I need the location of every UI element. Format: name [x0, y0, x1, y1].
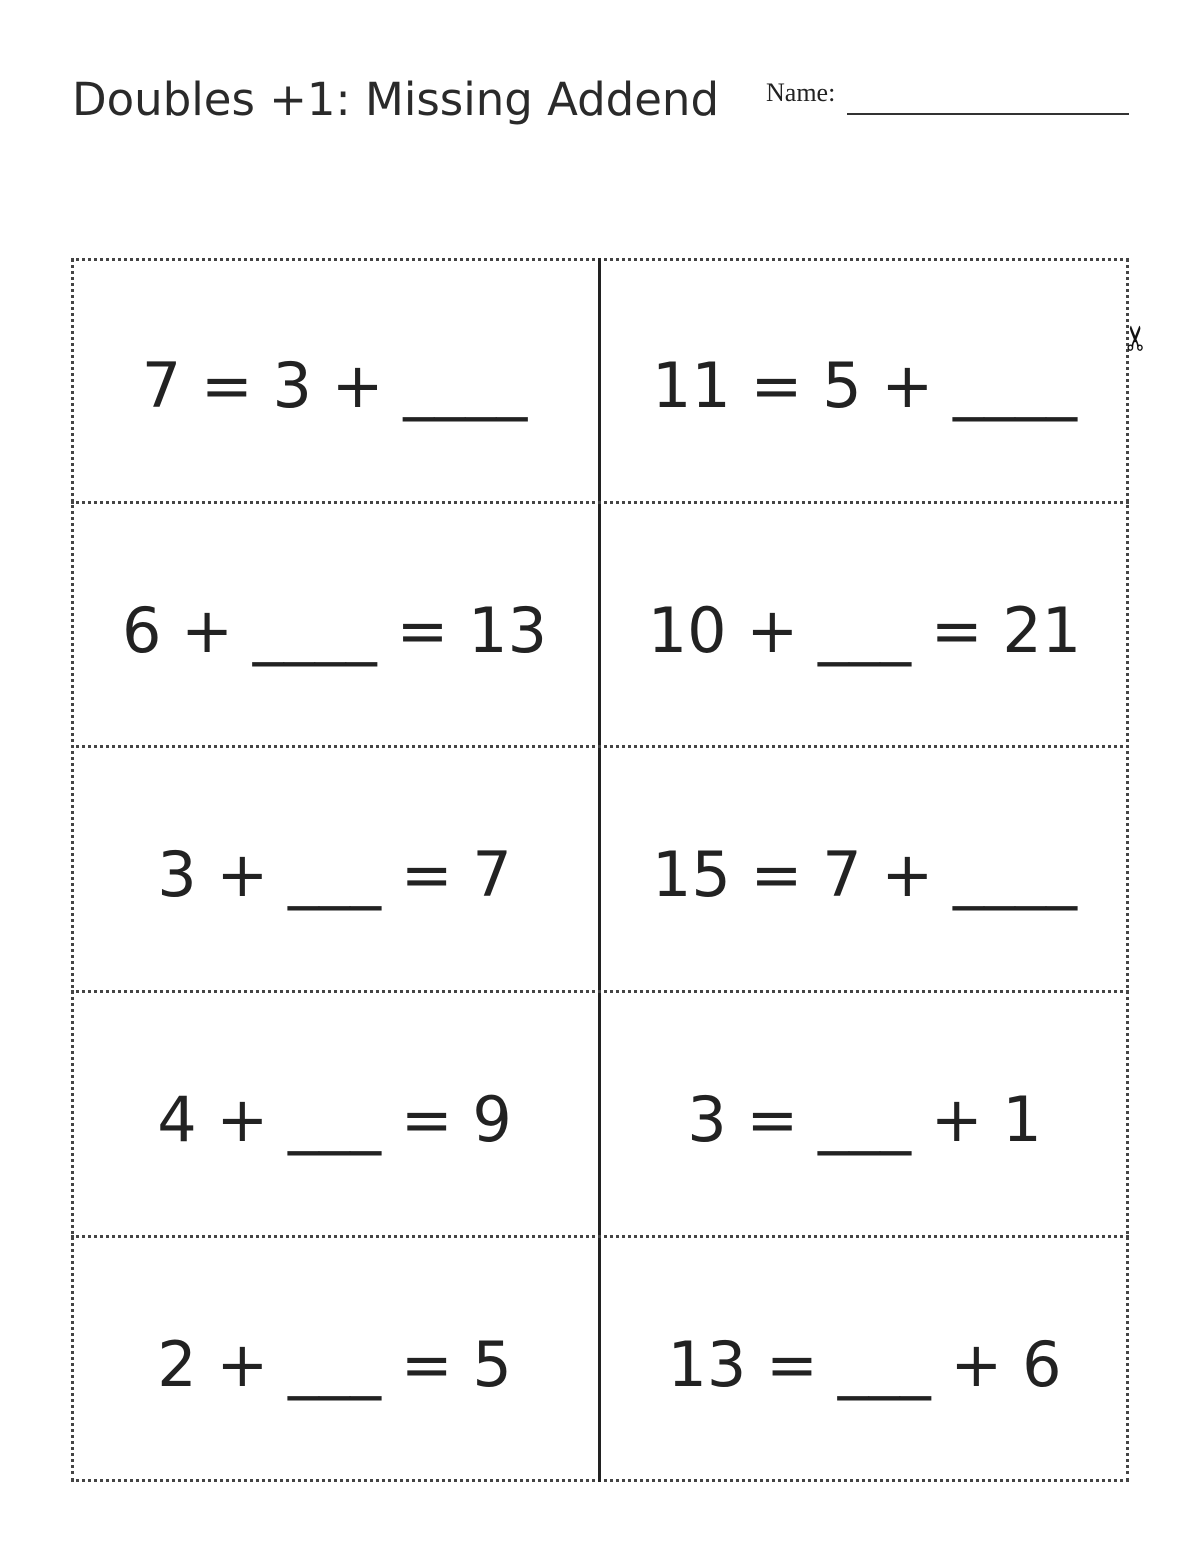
problem-cell: 2 + ___ = 5	[157, 1327, 512, 1401]
problem-cell: 3 + ___ = 7	[157, 837, 512, 911]
problem-cell: 4 + ___ = 9	[157, 1082, 512, 1156]
problem-cell: 15 = 7 + ____	[651, 837, 1078, 911]
problem-cell: 7 = 3 + ____	[141, 348, 528, 422]
worksheet-title: Doubles +1: Missing Addend	[72, 73, 720, 126]
problem-cell: 11 = 5 + ____	[651, 348, 1078, 422]
name-write-line[interactable]	[847, 113, 1129, 115]
problem-cell: 13 = ___ + 6	[667, 1327, 1062, 1401]
problem-cell: 3 = ___ + 1	[687, 1082, 1042, 1156]
problem-cell: 10 + ___ = 21	[647, 593, 1082, 667]
name-label: Name:	[766, 78, 836, 107]
problem-cell: 6 + ____ = 13	[121, 593, 548, 667]
scissors-icon: ✂	[1116, 323, 1157, 353]
